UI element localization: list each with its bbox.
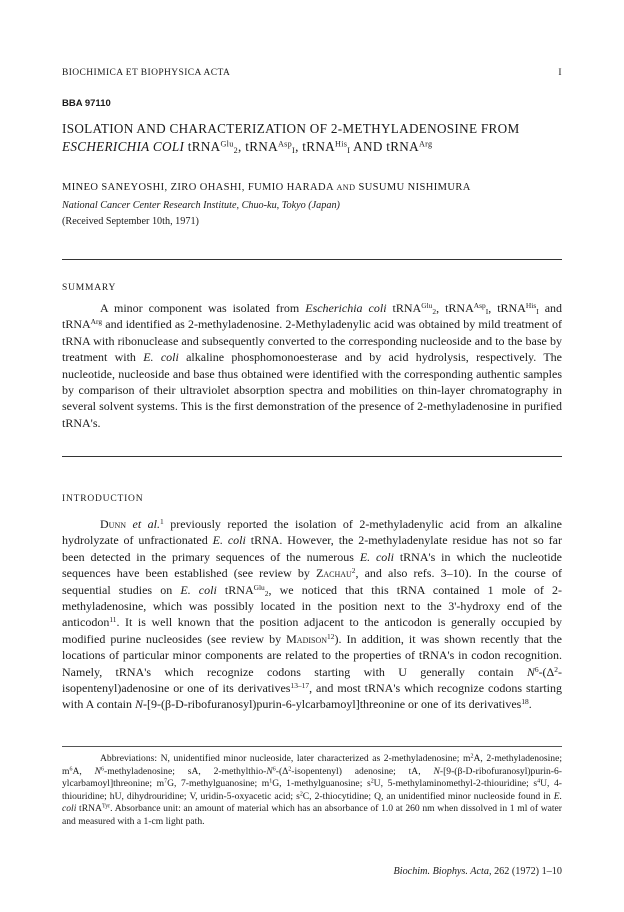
- abbreviations-footnote: Abbreviations: N, unidentified minor nucleoside, later characterized as 2-methyladenosine; $m^2A$, 2-methyladenosine; $m^6A$, $N^6$-methyladenosine; sA, $2-methylthio-N^6-(\Delta^2-isopentenyl)$ adenosine; tA, N-[9-(β-D-ribofuranosyl)purin-6-ylcarbamoyl]threonine; $m^7G$, 7-methylguanosine; $m^1G$, 1-methylguanosine; $s^2U$, 5-methylaminomethyl-2-thiouridine; $s^4U$, 4-thiouridine; hU, dihydrouridine; V, uridin-5-oxyacetic acid; $s^2C$, 2-thiocytidine; Q, an unidentified minor nucleoside found in E. coli tRNA$^{Tyr}$. Absorbance unit: an amount of material which has an absorbance of 1.0 at 260 nm when dissolved in 1 ml of water and measured with a 1-cm light path.: [62, 753, 563, 827]
- divider-top: [62, 259, 562, 260]
- summary-heading: SUMMARY: [62, 283, 117, 293]
- title-species: ESCHERICHIA COLI: [62, 139, 185, 154]
- received-date: (Received September 10th, 1971): [62, 216, 199, 227]
- title-line-2: [62, 138, 567, 156]
- introduction-heading: INTRODUCTION: [62, 494, 144, 504]
- journal-name: BIOCHIMICA ET BIOPHYSICA ACTA: [62, 68, 231, 78]
- title-trna-list: tRNA$^{Glu}_2$, tRNA$^{Asp}_I$, tRNA$^{His}_I$ AND tRNA$^{Arg}$: [187, 139, 433, 156]
- article-code: BBA 97110: [62, 98, 111, 109]
- divider-middle: [62, 456, 562, 457]
- journal-citation: Biochim. Biophys. Acta, 262 (1972) 1–10: [393, 866, 562, 877]
- introduction-paragraph: Dunn et al.$^1$ previously reported the isolation of 2-methyladenylic acid from an alkaline hydrolyzate of unfractionated E. coli tRNA. However, the 2-methyladenylate residue has not so far been detected in the primary sequences of the numerous E. coli tRNA's in which the nucleotide sequences have been established (see review by Zachau$^2$, and also refs. 3–10). In the course of sequential studies on E. coli tRNA$^{Glu}_2$, we noticed that this tRNA contained 1 mole of 2-methyladenosine, which was possibly located in the position next to the 3'-hydroxy end of the anticodon$^{11}$. It is well known that the position adjacent to the anticodon is generally occupied by modified purine nucleosides (see review by Madison$^{12}$). In addition, it was shown recently that the locations of particular minor components are related to the properties of tRNA's in codon recognition. Namely, tRNA's which recognize codons starting with U generally contain $N^6-(\Delta^2-isopentenyl)adenosine$ or one of its derivatives$^{13-17}$, and most tRNA's which recognize codons starting with A contain N-[9-(β-D-ribofuranosyl)purin-6-ylcarbamoyl]threonine or one of its derivatives$^{18}$.: [62, 516, 563, 712]
- running-header: [62, 68, 562, 78]
- footnote-divider: [62, 746, 562, 747]
- author-list: MINEO SANEYOSHI, ZIRO OHASHI, FUMIO HARADA AND SUSUMU NISHIMURA: [62, 182, 471, 193]
- title-line-1: ISOLATION AND CHARACTERIZATION OF 2-METHYLADENOSINE FROM: [62, 121, 520, 136]
- summary-paragraph: A minor component was isolated from Escherichia coli tRNA$^{Glu}_2$, tRNA$^{Asp}_I$, tRNA$^{His}_I$ and tRNA$^{Arg}$ and identified as 2-methyladenosine. 2-Methyladenylic acid was obtained by mild treatment of tRNA with ribonuclease and subsequently converted to the corresponding nucleoside and to the base by treatment with E. coli alkaline phosphomonoesterase and by acid hydrolysis, respectively. The nucleotide, nucleoside and base thus obtained were identified with the corresponding authentic samples by comparison of their ultraviolet absorption spectra and mobilities on thin-layer chromatography in several solvent systems. This is the first demonstration of the presence of 2-methyladenosine in purified tRNA's.: [62, 300, 563, 430]
- page-number: I: [558, 68, 562, 78]
- article-title: [62, 120, 567, 156]
- affiliation: National Cancer Center Research Institute, Chuo-ku, Tokyo (Japan): [62, 200, 340, 211]
